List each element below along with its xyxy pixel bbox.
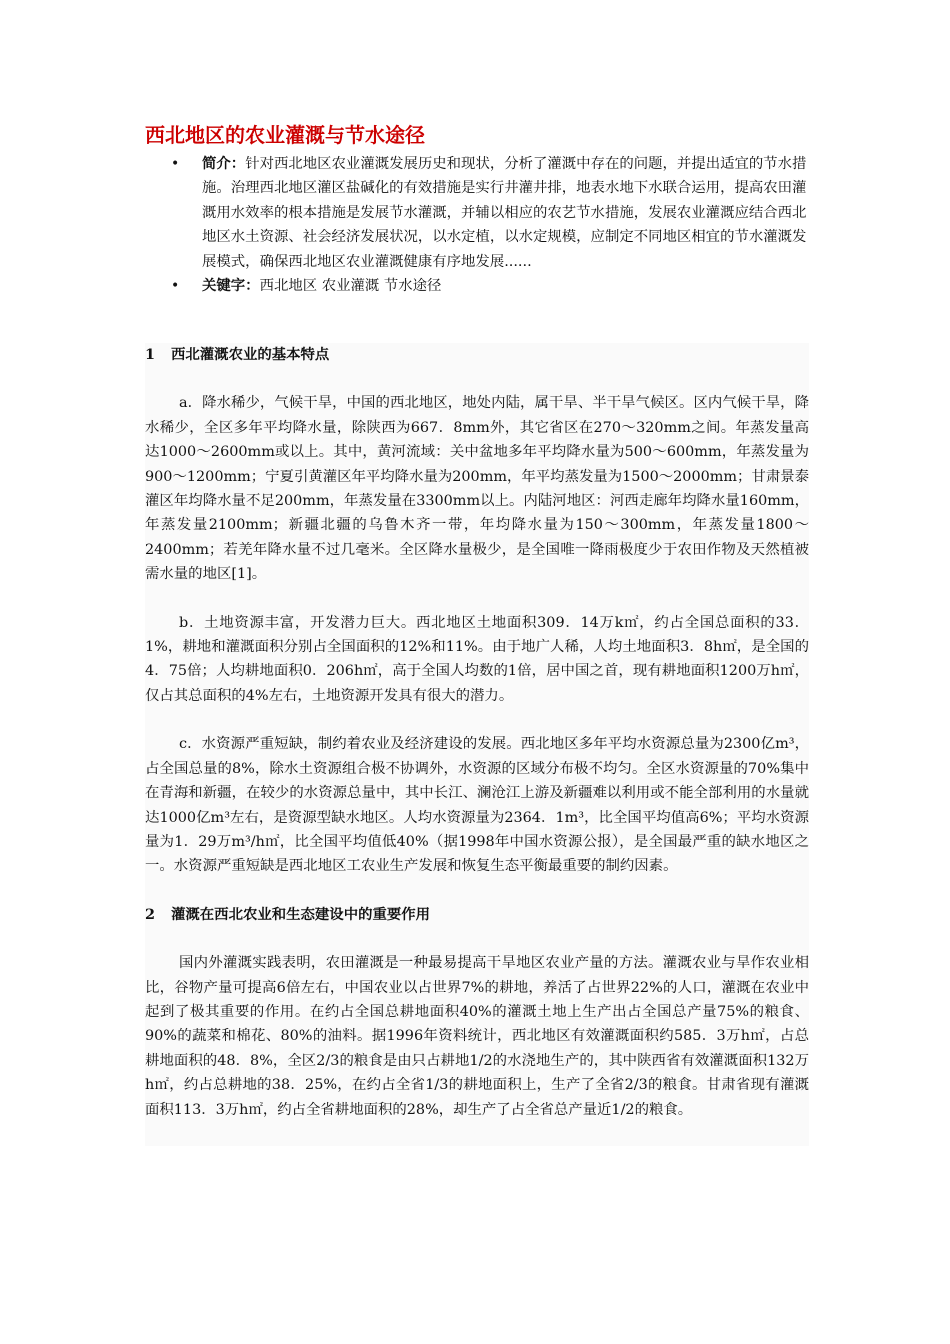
keywords-item xyxy=(145,274,810,298)
intro-text: 针对西北地区农业灌溉发展历史和现状，分析了灌溉中存在的问题，并提出适宜的节水措施。治理西北地区灌区盐碱化的有效措施是实行井灌井排，地表水地下水联合运用，提高农田灌溉用水效率的根本措施是发展节水灌溉，并辅以相应的农艺节水措施，发展农业灌溉应结合西北地区水土资源、社会经济发展状况，以水定植，以水定规模，应制定不同地区相宜的节水灌溉发展模式，确保西北地区农业灌溉健康有序地发展...... xyxy=(202,156,807,270)
bullet-icon: • xyxy=(171,278,180,295)
section-heading-1 xyxy=(145,343,809,367)
paragraph-b: b．土地资源丰富，开发潜力巨大。西北地区土地面积309．14万k㎡，约占全国总面积的33．1%，耕地和灌溉面积分别占全国面积的12%和11%。由于地广人稀，人均土地面积3．8h㎡，是全国的4．75倍；人均耕地面积0．206h㎡，高于全国人均数的1倍，居中国之首，现有耕地面积1200万h㎡，仅占其总面积的4%左右，土地资源开发具有很大的潜力。 xyxy=(145,614,809,704)
keywords-label: 关键字： xyxy=(202,277,260,295)
bullet-icon: • xyxy=(171,156,180,172)
intro-label: 简介： xyxy=(202,155,246,172)
abstract-list xyxy=(145,152,810,298)
keywords-text: 西北地区 农业灌溉 节水途径 xyxy=(259,278,442,295)
paragraph-a: a．降水稀少，气候干旱，中国的西北地区，地处内陆，属干旱、半干旱气候区。区内气候干旱，降水稀少，全区多年平均降水量，除陕西为667．8mm外，其它省区在270～320mm之间。年蒸发量高达1000～2600mm或以上。其中，黄河流域：关中盆地多年平均降水量为500～600mm，年蒸发量为900～1200mm；宁夏引黄灌区年平均降水量为200mm，年平均蒸发量为1500～2000mm；甘肃景泰灌区年均降水量不足200mm，年蒸发量在3300mm以上。内陆河地区：河西走廊年均降水量160mm，年蒸发量2100mm；新疆北疆的乌鲁木齐一带，年均降水量为150～300mm，年蒸发量1800～2400mm；若羌年降水量不过几毫米。全区降水量极少，是全国唯一降雨极度少于农田作物及天然植被需水量的地区[1]。 xyxy=(145,395,810,583)
section-heading-2 xyxy=(145,903,809,927)
paragraph-c: c．水资源严重短缺，制约着农业及经济建设的发展。西北地区多年平均水资源总量为2300亿m³，占全国总量的8%，除水土资源组合极不协调外，水资源的区域分布极不均匀。全区水资源量的70%集中在青海和新疆，在较少的水资源总量中，其中长江、澜沧江上游及新疆难以利用或不能全部利用的水量就达1000亿m³左右，是资源型缺水地区。人均水资源量为2364．1m³，比全国平均值高6%；平均水资源量为1．29万m³/h㎡，比全国平均值低40%（据1998年中国水资源公报），是全国最严重的缺水地区之一。水资源严重短缺是西北地区工农业生产发展和恢复生态平衡最重要的制约因素。 xyxy=(145,736,809,875)
section-number: 1 xyxy=(145,346,156,363)
abstract-item xyxy=(145,152,810,274)
article-body xyxy=(145,343,809,1146)
paragraph-irrigation: 国内外灌溉实践表明，农田灌溉是一种最易提高干旱地区农业产量的方法。灌溉农业与旱作农业相比，谷物产量可提高6倍左右，中国农业以占世界7%的耕地，养活了占世界22%的人口，灌溉在农业中起到了极其重要的作用。在约占全国总耕地面积40%的灌溉土地上生产出占全国总产量75%的粮食、90%的蔬菜和棉花、80%的油料。据1996年资料统计，西北地区有效灌溉面积约585．3万h㎡，占总耕地面积的48．8%，全区2/3的粮食是由只占耕地1/2的水浇地生产的，其中陕西省有效灌溉面积132万h㎡，约占总耕地的38．25%，在约占全省1/3的耕地面积上，生产了全省2/3的粮食。甘肃省现有灌溉面积113．3万h㎡，约占全省耕地面积的28%，却生产了占全省总产量近1/2的粮食。 xyxy=(145,955,809,1118)
article-title: 西北地区的农业灌溉与节水途径 xyxy=(145,123,425,147)
section-title: 灌溉在西北农业和生态建设中的重要作用 xyxy=(171,905,431,923)
section-title: 西北灌溉农业的基本特点 xyxy=(171,346,330,363)
section-number: 2 xyxy=(145,905,156,923)
